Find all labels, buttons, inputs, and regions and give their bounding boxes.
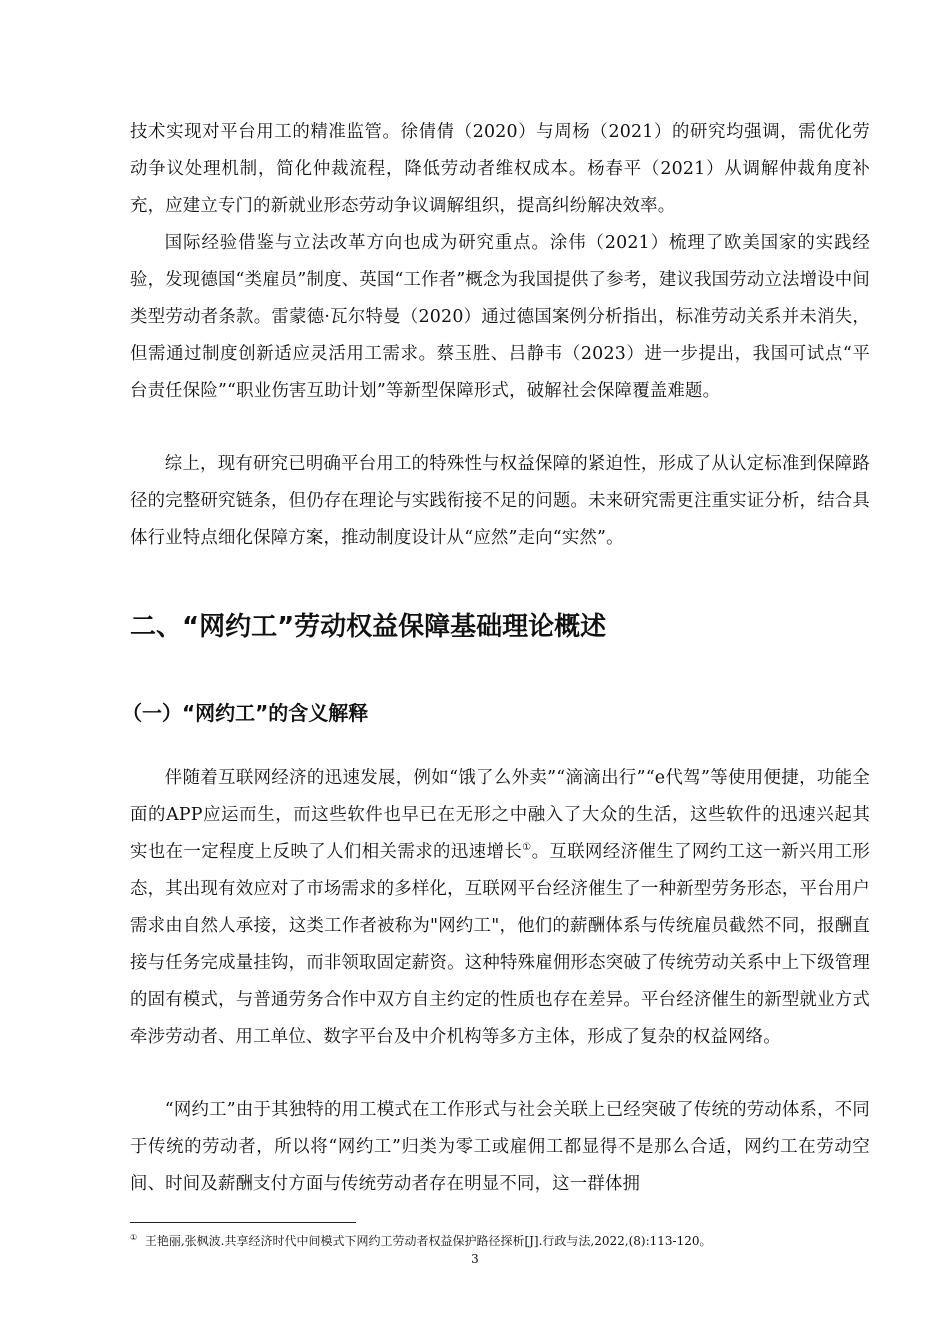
footnote-mark: ①	[130, 1233, 138, 1242]
footnote-separator	[130, 1222, 356, 1223]
paragraph-definition-part-1: 伴随着互联网经济的迅速发展，例如“饿了么外卖”“滴滴出行”“e代驾”等使用便捷，功能全面的APP应运而生，而这些软件也早已在无形之中融入了大众的生活，这些软件的迅速兴起其实也在一定程度上反映了人们相关需求的迅速增长	[130, 768, 870, 862]
footnote-reference-mark[interactable]: ①	[522, 842, 532, 854]
paragraph-continuation: 技术实现对平台用工的精准监管。徐倩倩（2020）与周杨（2021）的研究均强调，需优化劳动争议处理机制，简化仲裁流程，降低劳动者维权成本。杨春平（2021）从调解仲裁角度补充，应建立专门的新就业形态劳动争议调解组织，提高纠纷解决效率。	[130, 122, 870, 216]
footnote	[130, 1232, 870, 1250]
paragraph-summary: 综上，现有研究已明确平台用工的特殊性与权益保障的紧迫性，形成了从认定标准到保障路径的完整研究链条，但仍存在理论与实践衔接不足的问题。未来研究需更注重实证分析，结合具体行业特点细化保障方案，推动制度设计从“应然”走向“实然”。	[130, 454, 870, 548]
section-heading: 二、“网约工”劳动权益保障基础理论概述	[130, 612, 607, 642]
paragraph-definition	[130, 760, 870, 1056]
footnote-text: 王艳丽,张枫波.共享经济时代中间模式下网约工劳动者权益保护路径探析[J].行政与法,2022,(8):113-120。	[144, 1234, 712, 1248]
paragraph-characteristics: “网约工”由于其独特的用工模式在工作形式与社会关联上已经突破了传统的劳动体系，不同于传统的劳动者，所以将“网约工”归类为零工或雇佣工都显得不是那么合适，网约工在劳动空间、时间及薪酬支付方面与传统劳动者存在明显不同，这一群体拥	[130, 1100, 870, 1194]
paragraph-international-experience: 国际经验借鉴与立法改革方向也成为研究重点。涂伟（2021）梳理了欧美国家的实践经验，发现德国“类雇员”制度、英国“工作者”概念为我国提供了参考，建议我国劳动立法增设中间类型劳动者条款。雷蒙德·瓦尔特曼（2020）通过德国案例分析指出，标准劳动关系并未消失，但需通过制度创新适应灵活用工需求。蔡玉胜、吕静韦（2023）进一步提出，我国可试点“平台责任保险”“职业伤害互助计划”等新型保障形式，破解社会保障覆盖难题。	[130, 233, 870, 401]
paragraph-definition-part-2: 。互联网经济催生了网约工这一新兴用工形态，其出现有效应对了市场需求的多样化，互联网平台经济催生了一种新型劳务形态，平台用户需求由自然人承接，这类工作者被称为"网约工"，他们的薪酬体系与传统雇员截然不同，报酬直接与任务完成量挂钩，而非领取固定薪资。这种特殊雇佣形态突破了传统劳动关系中上下级管理的固有模式，与普通劳务合作中双方自主约定的性质也存在差异。平台经济催生的新型就业方式牵涉劳动者、用工单位、数字平台及中介机构等多方主体，形成了复杂的权益网络。	[130, 842, 870, 1047]
page-number: 3	[471, 1252, 479, 1266]
subsection-heading: （一）“网约工”的含义解释	[122, 701, 369, 725]
